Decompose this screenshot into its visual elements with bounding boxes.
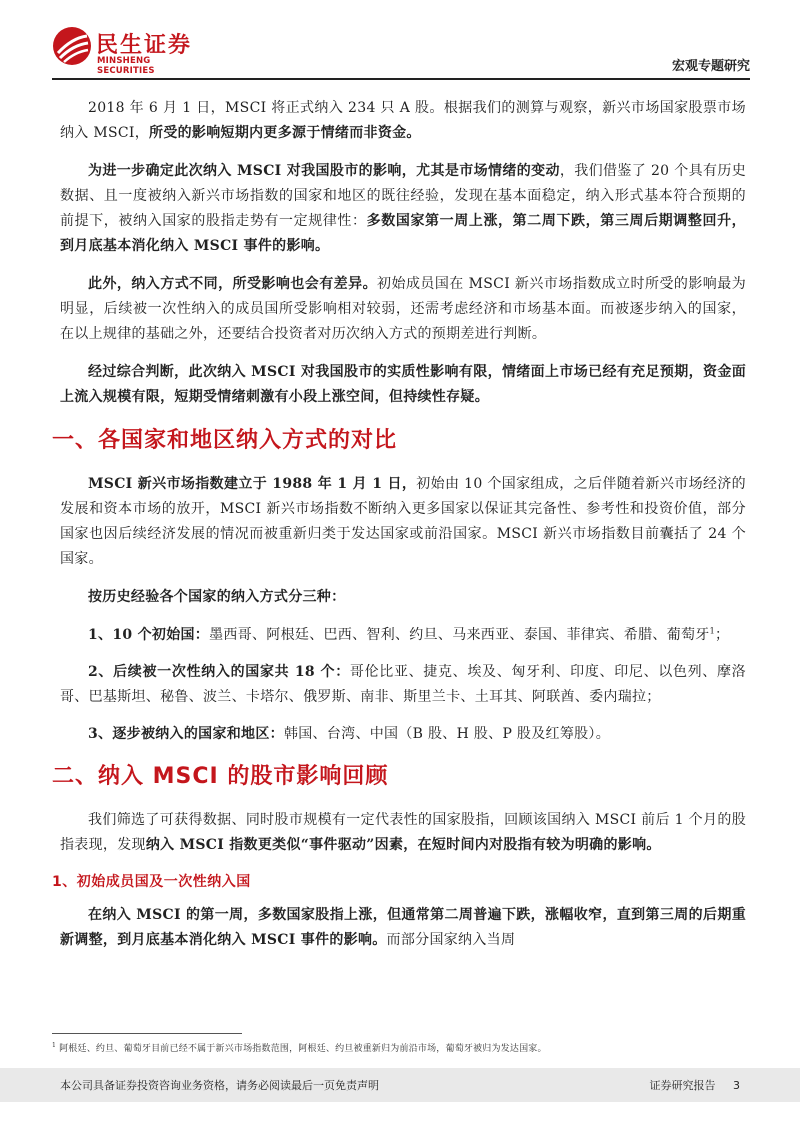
text-run: ，我们借鉴了 20 个具有历史数据、且一度被纳入新兴市场指数的国家和地区的既往经验，发现在基本面稳定，纳入形式基本符合预期的前提下，被纳入国家的股指走势有一定规律性： (60, 163, 747, 229)
page-number: 3 (733, 1079, 740, 1092)
subsection1-paragraph-1 (60, 903, 746, 953)
list-item-initial-countries (60, 623, 746, 648)
bold-text-run: MSCI 新兴市场指数建立于 1988 年 1 月 1 日， (88, 476, 417, 492)
bold-text-run: 所受的影响短期内更多源于情绪而非资金。 (149, 125, 421, 141)
text-run: 我们筛选了可获得数据、同时股市规模有一定代表性的国家股指，回顾该国纳入 MSCI 前后 1 个月的股指表现，发现 (60, 812, 746, 853)
header-divider (52, 78, 750, 80)
footnote-number: 1 (52, 1042, 57, 1049)
logo-mark-icon (52, 26, 92, 66)
section-title-1: 一、各国家和地区纳入方式的对比 (52, 428, 398, 453)
list-item-label: 1、10 个初始国： (88, 627, 210, 643)
intro-paragraph-4 (60, 360, 746, 410)
list-item-end: ； (715, 627, 730, 643)
footer-right (636, 1077, 741, 1093)
intro-paragraph-1 (60, 96, 746, 146)
list-item-gradual-countries (60, 722, 746, 747)
section-title-2: 二、纳入 MSCI 的股市影响回顾 (52, 764, 389, 789)
section1-paragraph-2 (60, 585, 746, 610)
list-item-one-time-countries (60, 660, 746, 710)
subsection-title-1: 1、初始成员国及一次性纳入国 (52, 874, 251, 890)
brand-name-en: MINSHENG SECURITIES (97, 56, 155, 76)
company-logo (52, 26, 202, 74)
bold-text-run: 多数国家第一周上涨，第二周下跌，第三周后期调整回升，到月底基本消化纳入 MSCI 事件的影响。 (60, 213, 746, 254)
section1-paragraph-1 (60, 472, 746, 572)
text-run: 而部分国家纳入当周 (386, 932, 516, 948)
brand-name-cn: 民生证券 (96, 33, 193, 58)
footnote-divider (52, 1033, 242, 1034)
footnote-ref[interactable]: 1 (709, 626, 715, 636)
list-item-label: 2、后续被一次性纳入的国家共 18 个： (88, 664, 350, 680)
footer-report-type: 证券研究报告 (649, 1079, 716, 1092)
text-run: 根据我们的测算与观察，新兴市场国家股票市场纳入 MSCI， (60, 100, 746, 141)
bold-text-run: 在纳入 MSCI 的第一周，多数国家股指上涨，但通常第二周普遍下跌，涨幅收窄，直到第三周的后期重新调整，到月底基本消化纳入 MSCI 事件的影响。 (60, 907, 746, 948)
bold-text-run: 按历史经验各个国家的纳入方式分三种： (88, 589, 346, 605)
bold-text-run: 经过综合判断，此次纳入 MSCI 对我国股市的实质性影响有限，情绪面上市场已经有充足预期，资金面上流入规模有限，短期受情绪刺激有小段上涨空间，但持续性存疑。 (60, 364, 746, 405)
text-run: 初始成员国在 MSCI 新兴市场指数成立时所受的影响最为明显，后续被一次性纳入的成员国所受影响相对较弱，还需考虑经济和市场基本面。而被逐步纳入的国家，在以上规律的基础之外，还要结合投资者对历次纳入方式的预期差进行判断。 (60, 276, 747, 342)
intro-paragraph-3 (60, 272, 746, 347)
page-header (0, 0, 800, 82)
footnote (52, 1041, 752, 1054)
list-item-text: 墨西哥、阿根廷、巴西、智利、约旦、马来西亚、泰国、菲律宾、希腊、葡萄牙 (209, 627, 710, 643)
footer-disclaimer: 本公司具备证券投资咨询业务资格，请务必阅读最后一页免责声明 (60, 1079, 379, 1092)
section2-paragraph-1 (60, 808, 746, 858)
intro-paragraph-2 (60, 159, 746, 259)
text-run: 初始由 10 个国家组成，之后伴随着新兴市场经济的发展和资本市场的放开，MSCI 新兴市场指数不断纳入更多国家以保证其完备性、参考性和投资价值，部分国家也因后续经济发展的情况而被重新归类于发达国家或前沿国家。MSCI 新兴市场指数目前囊括了 24 个国家。 (60, 476, 746, 567)
bold-text-run: 纳入 MSCI 指数更类似“事件驱动”因素，在短时间内对股指有较为明确的影响。 (145, 837, 661, 853)
list-item-text: 韩国、台湾、中国（B 股、H 股、P 股及红筹股）。 (283, 726, 611, 742)
bold-text-run: 此外，纳入方式不同，所受影响也会有差异。 (88, 276, 378, 292)
list-item-text: 哥伦比亚、捷克、埃及、匈牙利、印度、印尼、以色列、摩洛哥、巴基斯坦、秘鲁、波兰、卡塔尔、俄罗斯、南非、斯里兰卡、土耳其、阿联酋、委内瑞拉； (60, 664, 746, 705)
bold-text-run: 为进一步确定此次纳入 MSCI 对我国股市的影响，尤其是市场情绪的变动 (88, 163, 560, 179)
document-type: 宏观专题研究 (671, 59, 750, 74)
report-body (52, 96, 747, 966)
text-run: 2018 年 6 月 1 日，MSCI 将正式纳入 234 只 A 股。 (88, 100, 444, 116)
footnote-text: 阿根廷、约旦、葡萄牙目前已经不属于新兴市场指数范围，阿根廷、约旦被重新归为前沿市场，葡萄牙被归为发达国家。 (59, 1044, 547, 1054)
list-item-label: 3、逐步被纳入的国家和地区： (88, 726, 284, 742)
